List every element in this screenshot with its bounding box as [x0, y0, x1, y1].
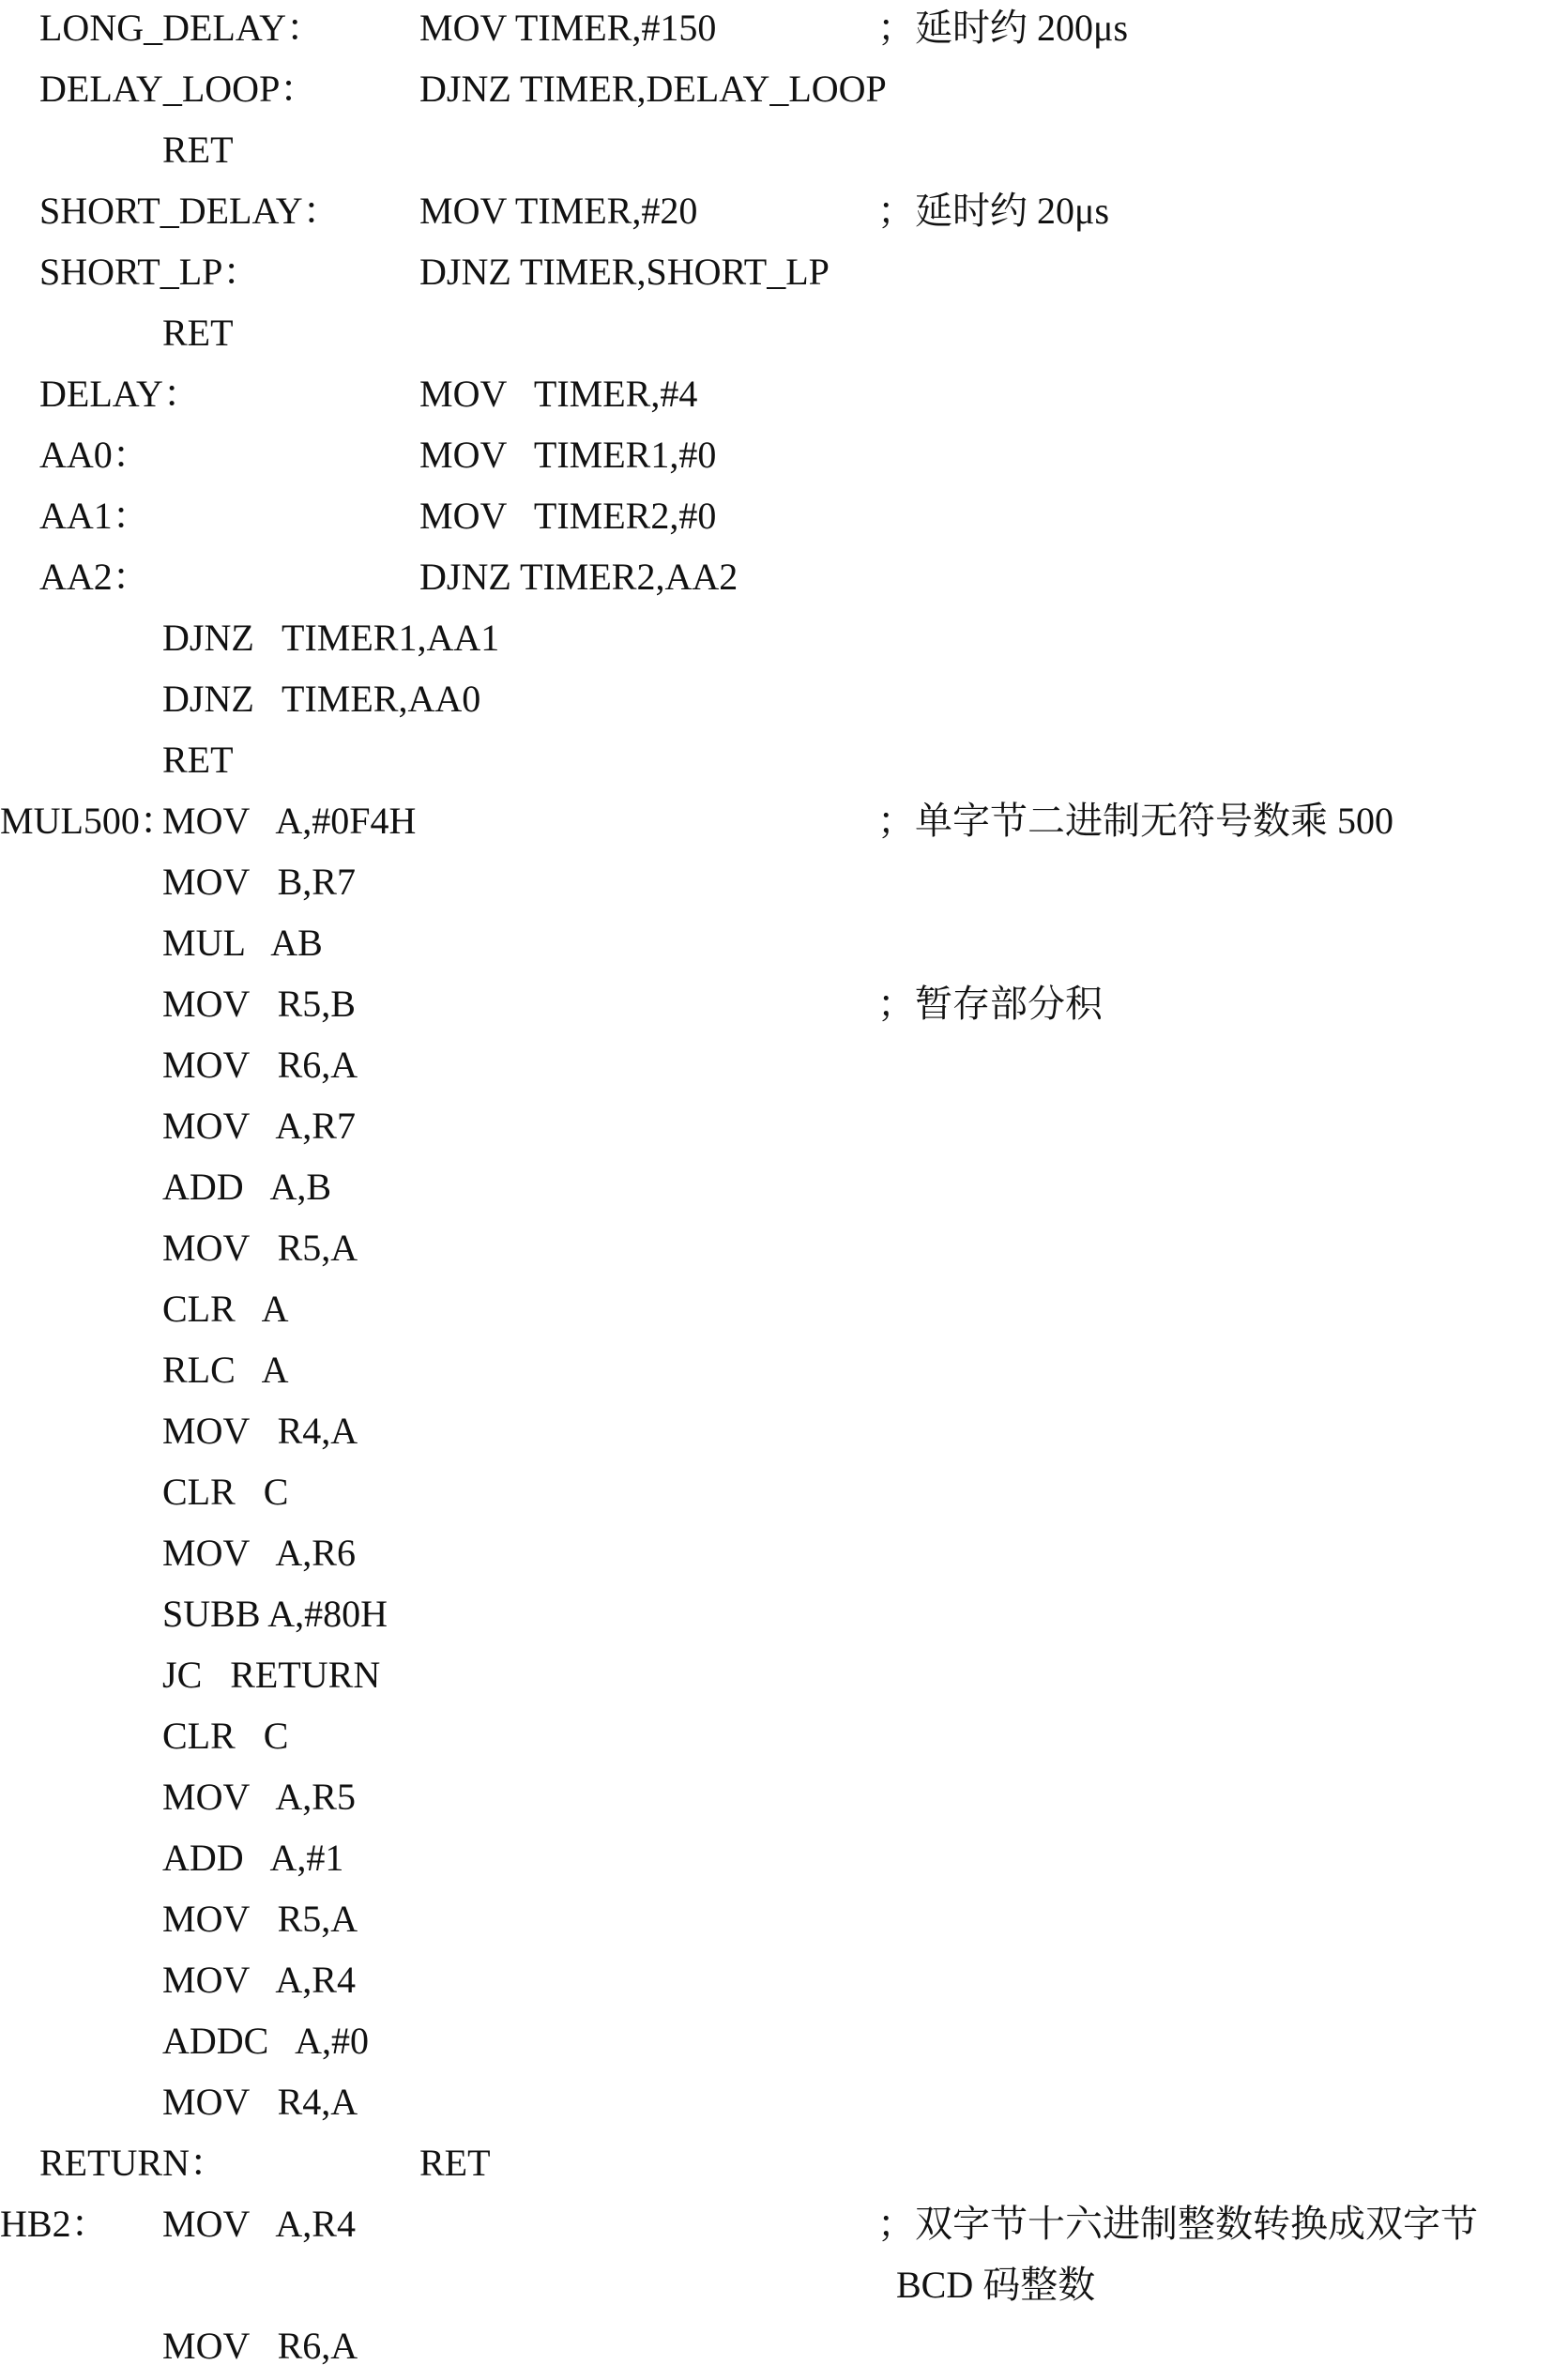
code-instruction: MOV A,#0F4H: [162, 800, 417, 842]
code-instruction: JC RETURN: [162, 1654, 381, 1696]
code-comment: ；双字节十六进制整数转换成双字节: [877, 2203, 1478, 2245]
code-line: [0, 183, 1553, 245]
code-label: LONG_DELAY：: [39, 7, 324, 49]
code-instruction: ADD A,B: [162, 1166, 332, 1208]
code-instruction: MOV R4,A: [162, 2081, 358, 2123]
code-line: [0, 1342, 1553, 1404]
code-line: [0, 2135, 1553, 2197]
code-instruction: MOV A,R4: [162, 2203, 356, 2245]
code-line: [0, 1769, 1553, 1831]
code-instruction: MOV TIMER,#20: [419, 190, 698, 232]
code-line: [0, 2257, 1553, 2319]
code-line: [0, 1037, 1553, 1099]
code-instruction: MOV R5,A: [162, 1227, 358, 1269]
code-line: [0, 488, 1553, 550]
code-line: [0, 244, 1553, 306]
code-label: RETURN：: [39, 2142, 227, 2184]
code-line: [0, 305, 1553, 367]
code-instruction: RLC A: [162, 1349, 289, 1391]
code-line: [0, 2013, 1553, 2075]
code-line: [0, 1952, 1553, 2014]
code-instruction: ADDC A,#0: [162, 2020, 370, 2062]
code-instruction: MOV A,R5: [162, 1776, 356, 1818]
code-line: [0, 1464, 1553, 1526]
code-label: DELAY：: [39, 373, 201, 415]
code-line: [0, 1525, 1553, 1587]
code-comment: ；延时约 20μs: [877, 190, 1110, 232]
code-line: [0, 1647, 1553, 1709]
code-line: [0, 122, 1553, 184]
code-line: [0, 1830, 1553, 1892]
code-line: [0, 1403, 1553, 1465]
code-line: [0, 2196, 1553, 2258]
code-instruction: MOV R6,A: [162, 1044, 358, 1086]
code-label: AA1：: [39, 495, 150, 537]
code-line: [0, 732, 1553, 794]
code-instruction: MOV R5,B: [162, 983, 356, 1025]
code-line: [0, 1098, 1553, 1160]
code-line: [0, 0, 1553, 62]
code-line: [0, 976, 1553, 1038]
code-line: [0, 1281, 1553, 1343]
code-line: [0, 61, 1553, 123]
code-instruction: MOV R5,A: [162, 1898, 358, 1940]
code-line: [0, 671, 1553, 733]
code-instruction: MOV TIMER1,#0: [419, 434, 717, 476]
code-instruction: MOV A,R4: [162, 1959, 356, 2001]
code-instruction: DJNZ TIMER,AA0: [162, 678, 481, 720]
code-instruction: DJNZ TIMER2,AA2: [419, 556, 738, 598]
code-instruction: SUBB A,#80H: [162, 1593, 388, 1635]
code-label: MUL500：: [0, 800, 177, 842]
code-line: [0, 1708, 1553, 1770]
code-instruction: MOV B,R7: [162, 861, 356, 903]
code-line: [0, 366, 1553, 428]
code-instruction: MOV A,R6: [162, 1532, 356, 1574]
code-line: [0, 1586, 1553, 1648]
code-label: HB2：: [0, 2203, 109, 2245]
code-line: [0, 915, 1553, 977]
code-comment: ；延时约 200μs: [877, 7, 1129, 49]
code-line: [0, 2318, 1553, 2380]
code-instruction: MUL AB: [162, 922, 323, 964]
code-line: [0, 610, 1553, 672]
code-instruction: MOV TIMER,#4: [419, 373, 698, 415]
code-label: AA0：: [39, 434, 150, 476]
code-comment: BCD 码整数: [877, 2264, 1096, 2306]
code-instruction: CLR C: [162, 1471, 289, 1513]
code-instruction: MOV R6,A: [162, 2325, 358, 2367]
code-instruction: DJNZ TIMER,DELAY_LOOP: [419, 68, 887, 110]
code-instruction: RET: [162, 739, 234, 781]
code-instruction: RET: [162, 312, 234, 354]
code-line: [0, 549, 1553, 611]
code-label: AA2：: [39, 556, 150, 598]
code-instruction: RET: [162, 129, 234, 171]
code-line: [0, 1891, 1553, 1953]
code-instruction: MOV TIMER,#150: [419, 7, 717, 49]
code-comment: ；单字节二进制无符号数乘 500: [877, 800, 1393, 842]
code-line: [0, 854, 1553, 916]
code-label: SHORT_LP：: [39, 251, 261, 293]
code-line: [0, 427, 1553, 489]
code-line: [0, 1159, 1553, 1221]
code-instruction: DJNZ TIMER,SHORT_LP: [419, 251, 830, 293]
code-instruction: CLR A: [162, 1288, 289, 1330]
code-label: DELAY_LOOP：: [39, 68, 318, 110]
code-instruction: MOV R4,A: [162, 1410, 358, 1452]
code-line: [0, 2074, 1553, 2136]
code-comment: ；暂存部分积: [877, 983, 1103, 1025]
code-instruction: MOV TIMER2,#0: [419, 495, 717, 537]
code-instruction: DJNZ TIMER1,AA1: [162, 617, 500, 659]
code-label: SHORT_DELAY：: [39, 190, 341, 232]
code-line: [0, 1220, 1553, 1282]
code-instruction: MOV A,R7: [162, 1105, 356, 1147]
code-line: [0, 793, 1553, 855]
code-instruction: ADD A,#1: [162, 1837, 344, 1879]
code-instruction: CLR C: [162, 1715, 289, 1757]
code-instruction: RET: [419, 2142, 491, 2184]
